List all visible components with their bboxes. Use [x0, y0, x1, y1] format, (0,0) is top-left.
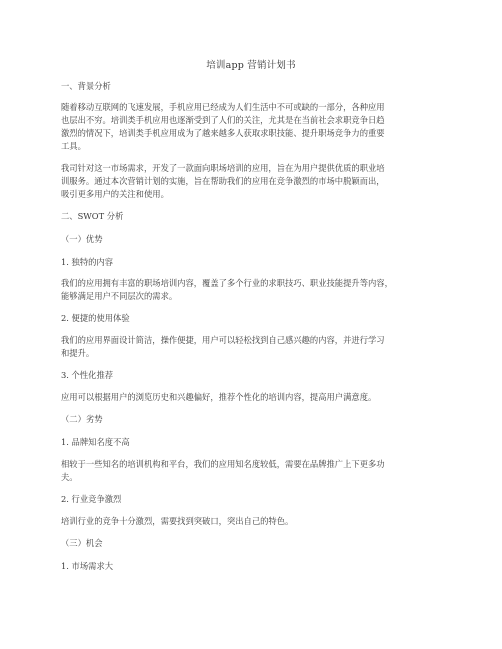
paragraph-line: 应用可以根据用户的浏览历史和兴趣偏好，推荐个性化的培训内容，提高用户满意度。: [61, 392, 377, 402]
item-title: 1. 品牌知名度不高: [61, 437, 130, 447]
paragraph-line: 我们的应用界面设计简洁，操作便捷，用户可以轻松找到自己感兴趣的内容，并进行学习: [61, 335, 385, 345]
document-title: 培训app 营销计划书: [206, 60, 296, 71]
paragraph-line: 夫。: [61, 472, 78, 482]
item-title: 3. 个性化推荐: [61, 370, 114, 380]
paragraph-line: 随着移动互联网的飞速发展，手机应用已经成为人们生活中不可或缺的一部分，各种应用: [61, 102, 385, 112]
paragraph-line: 激烈的情况下，培训类手机应用成为了越来越多人获取求职技能、提升职场竞争力的重要: [61, 128, 385, 138]
item-title: 1. 市场需求大: [61, 561, 114, 571]
paragraph-line: 培训行业的竞争十分激烈，需要找到突破口，突出自己的特色。: [61, 516, 294, 526]
item-title: 2. 便捷的使用体验: [61, 313, 130, 323]
subsection-heading-strengths: （一）优势: [61, 234, 103, 244]
paragraph-line: 训服务。通过本次营销计划的实施，旨在帮助我们的应用在竞争激烈的市场中脱颖而出，: [61, 176, 385, 186]
section-heading-background: 一、背景分析: [61, 81, 111, 91]
subsection-heading-weaknesses: （二）劣势: [61, 414, 103, 424]
item-title: 2. 行业竞争激烈: [61, 494, 122, 504]
paragraph-line: 我们的应用拥有丰富的职场培训内容，覆盖了多个行业的求职技巧、职业技能提升等内容，: [61, 278, 393, 288]
section-heading-swot: 二、SWOT 分析: [61, 211, 124, 221]
subsection-heading-opportunities: （三）机会: [61, 538, 103, 548]
paragraph-line: 工具。: [61, 141, 86, 151]
paragraph-line: 能够满足用户不同层次的需求。: [61, 291, 178, 301]
paragraph-line: 也层出不穷。培训类手机应用也逐渐受到了人们的关注，尤其是在当前社会求职竞争日趋: [61, 115, 385, 125]
paragraph-line: 相较于一些知名的培训机构和平台，我们的应用知名度较低，需要在品牌推广上下更多功: [61, 459, 385, 469]
item-title: 1. 独特的内容: [61, 257, 114, 267]
paragraph-line: 吸引更多用户的关注和使用。: [61, 189, 169, 199]
paragraph-line: 我司针对这一市场需求，开发了一款面向职场培训的应用，旨在为用户提供优质的职业培: [61, 163, 385, 173]
paragraph-line: 和提升。: [61, 348, 95, 358]
